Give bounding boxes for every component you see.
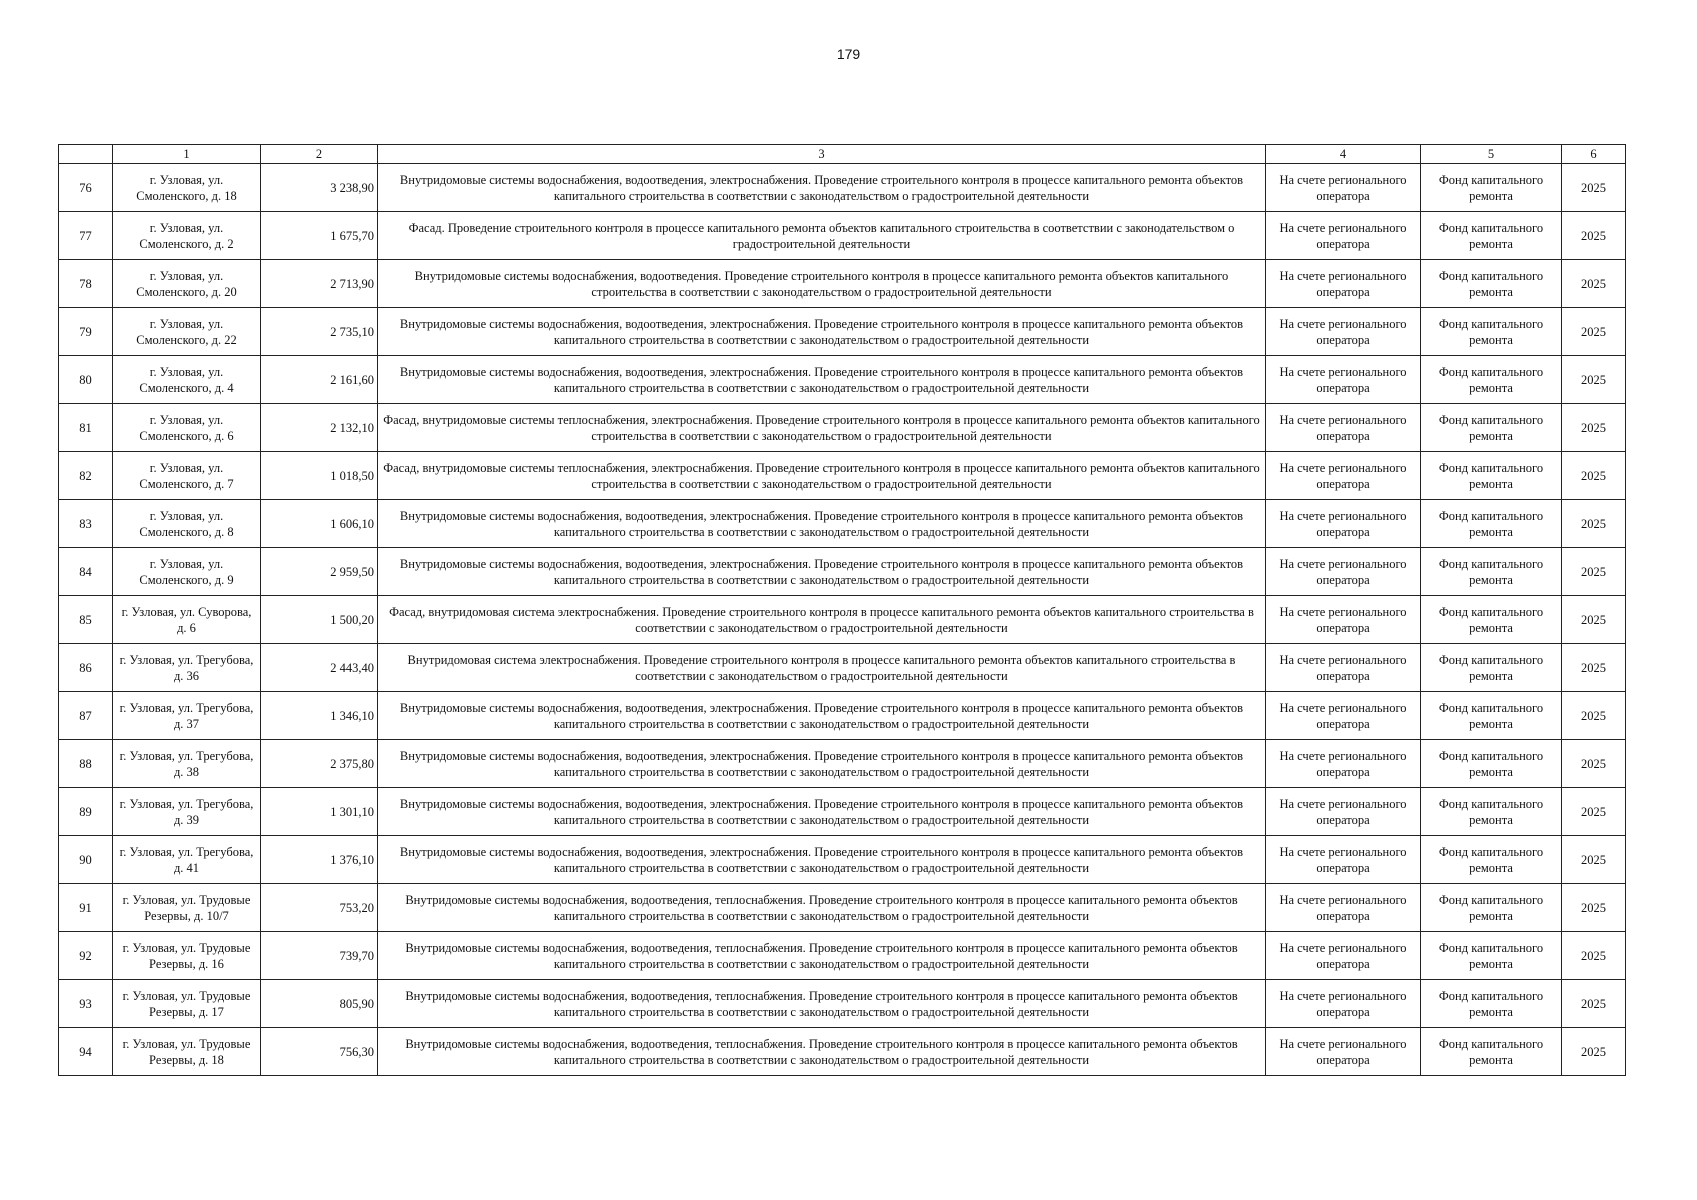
year-cell: 2025 <box>1562 452 1626 500</box>
column-header: 2 <box>261 145 378 164</box>
year-cell: 2025 <box>1562 308 1626 356</box>
row-number: 89 <box>59 788 113 836</box>
row-number: 91 <box>59 884 113 932</box>
funding-source-cell: Фонд капитального ремонта <box>1421 212 1562 260</box>
table-row <box>59 1028 1626 1076</box>
table-row <box>59 740 1626 788</box>
funding-source-cell: Фонд капитального ремонта <box>1421 356 1562 404</box>
column-header: 3 <box>378 145 1266 164</box>
area-cell: 739,70 <box>261 932 378 980</box>
area-cell: 1 500,20 <box>261 596 378 644</box>
account-method-cell: На счете регионального оператора <box>1266 260 1421 308</box>
address-cell: г. Узловая, ул. Трегубова, д. 41 <box>113 836 261 884</box>
address-cell: г. Узловая, ул. Смоленского, д. 2 <box>113 212 261 260</box>
funding-source-cell: Фонд капитального ремонта <box>1421 692 1562 740</box>
column-header <box>59 145 113 164</box>
year-cell: 2025 <box>1562 212 1626 260</box>
column-header: 5 <box>1421 145 1562 164</box>
account-method-cell: На счете регионального оператора <box>1266 500 1421 548</box>
column-header: 6 <box>1562 145 1626 164</box>
table-row <box>59 308 1626 356</box>
capital-repair-table <box>58 144 1626 1076</box>
row-number: 79 <box>59 308 113 356</box>
table-row <box>59 692 1626 740</box>
address-cell: г. Узловая, ул. Смоленского, д. 6 <box>113 404 261 452</box>
area-cell: 756,30 <box>261 1028 378 1076</box>
account-method-cell: На счете регионального оператора <box>1266 164 1421 212</box>
work-description-cell: Внутридомовые системы водоснабжения, водоотведения, теплоснабжения. Проведение строительного контроля в процессе капитального ремонта объектов капитального строительства в соответствии с законодательством о градостроительной деятельности <box>378 980 1266 1028</box>
area-cell: 2 375,80 <box>261 740 378 788</box>
row-number: 88 <box>59 740 113 788</box>
work-description-cell: Внутридомовые системы водоснабжения, водоотведения. Проведение строительного контроля в процессе капитального ремонта объектов капитального строительства в соответствии с законодательством о градостроительной деятельности <box>378 260 1266 308</box>
area-cell: 1 376,10 <box>261 836 378 884</box>
row-number: 87 <box>59 692 113 740</box>
table-row <box>59 932 1626 980</box>
account-method-cell: На счете регионального оператора <box>1266 1028 1421 1076</box>
area-cell: 2 959,50 <box>261 548 378 596</box>
area-cell: 2 132,10 <box>261 404 378 452</box>
area-cell: 1 301,10 <box>261 788 378 836</box>
funding-source-cell: Фонд капитального ремонта <box>1421 308 1562 356</box>
work-description-cell: Внутридомовые системы водоснабжения, водоотведения, электроснабжения. Проведение строительного контроля в процессе капитального ремонта объектов капитального строительства в соответствии с законодательством о градостроительной деятельности <box>378 308 1266 356</box>
account-method-cell: На счете регионального оператора <box>1266 548 1421 596</box>
column-header: 4 <box>1266 145 1421 164</box>
row-number: 84 <box>59 548 113 596</box>
account-method-cell: На счете регионального оператора <box>1266 740 1421 788</box>
table-row <box>59 260 1626 308</box>
row-number: 94 <box>59 1028 113 1076</box>
row-number: 86 <box>59 644 113 692</box>
year-cell: 2025 <box>1562 980 1626 1028</box>
address-cell: г. Узловая, ул. Смоленского, д. 20 <box>113 260 261 308</box>
account-method-cell: На счете регионального оператора <box>1266 212 1421 260</box>
funding-source-cell: Фонд капитального ремонта <box>1421 164 1562 212</box>
work-description-cell: Внутридомовые системы водоснабжения, водоотведения, электроснабжения. Проведение строительного контроля в процессе капитального ремонта объектов капитального строительства в соответствии с законодательством о градостроительной деятельности <box>378 692 1266 740</box>
table-body <box>59 164 1626 1076</box>
table-row <box>59 356 1626 404</box>
work-description-cell: Внутридомовые системы водоснабжения, водоотведения, теплоснабжения. Проведение строительного контроля в процессе капитального ремонта объектов капитального строительства в соответствии с законодательством о градостроительной деятельности <box>378 1028 1266 1076</box>
address-cell: г. Узловая, ул. Трегубова, д. 39 <box>113 788 261 836</box>
area-cell: 805,90 <box>261 980 378 1028</box>
table-row <box>59 980 1626 1028</box>
account-method-cell: На счете регионального оператора <box>1266 932 1421 980</box>
account-method-cell: На счете регионального оператора <box>1266 308 1421 356</box>
area-cell: 3 238,90 <box>261 164 378 212</box>
address-cell: г. Узловая, ул. Трудовые Резервы, д. 10/7 <box>113 884 261 932</box>
work-description-cell: Фасад, внутридомовая система электроснабжения. Проведение строительного контроля в процессе капитального ремонта объектов капитального строительства в соответствии с законодательством о градостроительной деятельности <box>378 596 1266 644</box>
table-row <box>59 548 1626 596</box>
address-cell: г. Узловая, ул. Смоленского, д. 8 <box>113 500 261 548</box>
year-cell: 2025 <box>1562 884 1626 932</box>
funding-source-cell: Фонд капитального ремонта <box>1421 980 1562 1028</box>
work-description-cell: Фасад, внутридомовые системы теплоснабжения, электроснабжения. Проведение строительного контроля в процессе капитального ремонта объектов капитального строительства в соответствии с законодательством о градостроительной деятельности <box>378 404 1266 452</box>
row-number: 76 <box>59 164 113 212</box>
year-cell: 2025 <box>1562 644 1626 692</box>
account-method-cell: На счете регионального оператора <box>1266 452 1421 500</box>
table-row <box>59 452 1626 500</box>
row-number: 81 <box>59 404 113 452</box>
work-description-cell: Внутридомовые системы водоснабжения, водоотведения, электроснабжения. Проведение строительного контроля в процессе капитального ремонта объектов капитального строительства в соответствии с законодательством о градостроительной деятельности <box>378 164 1266 212</box>
account-method-cell: На счете регионального оператора <box>1266 692 1421 740</box>
funding-source-cell: Фонд капитального ремонта <box>1421 404 1562 452</box>
address-cell: г. Узловая, ул. Трегубова, д. 36 <box>113 644 261 692</box>
funding-source-cell: Фонд капитального ремонта <box>1421 596 1562 644</box>
table-row <box>59 884 1626 932</box>
year-cell: 2025 <box>1562 500 1626 548</box>
area-cell: 1 675,70 <box>261 212 378 260</box>
funding-source-cell: Фонд капитального ремонта <box>1421 644 1562 692</box>
row-number: 80 <box>59 356 113 404</box>
address-cell: г. Узловая, ул. Трегубова, д. 37 <box>113 692 261 740</box>
row-number: 83 <box>59 500 113 548</box>
work-description-cell: Внутридомовая система электроснабжения. Проведение строительного контроля в процессе капитального ремонта объектов капитального строительства в соответствии с законодательством о градостроительной деятельности <box>378 644 1266 692</box>
table-row <box>59 212 1626 260</box>
table-row <box>59 596 1626 644</box>
area-cell: 2 713,90 <box>261 260 378 308</box>
year-cell: 2025 <box>1562 260 1626 308</box>
address-cell: г. Узловая, ул. Трудовые Резервы, д. 18 <box>113 1028 261 1076</box>
account-method-cell: На счете регионального оператора <box>1266 644 1421 692</box>
funding-source-cell: Фонд капитального ремонта <box>1421 740 1562 788</box>
work-description-cell: Внутридомовые системы водоснабжения, водоотведения, электроснабжения. Проведение строительного контроля в процессе капитального ремонта объектов капитального строительства в соответствии с законодательством о градостроительной деятельности <box>378 740 1266 788</box>
work-description-cell: Внутридомовые системы водоснабжения, водоотведения, электроснабжения. Проведение строительного контроля в процессе капитального ремонта объектов капитального строительства в соответствии с законодательством о градостроительной деятельности <box>378 356 1266 404</box>
area-cell: 1 606,10 <box>261 500 378 548</box>
work-description-cell: Внутридомовые системы водоснабжения, водоотведения, теплоснабжения. Проведение строительного контроля в процессе капитального ремонта объектов капитального строительства в соответствии с законодательством о градостроительной деятельности <box>378 884 1266 932</box>
funding-source-cell: Фонд капитального ремонта <box>1421 884 1562 932</box>
year-cell: 2025 <box>1562 932 1626 980</box>
address-cell: г. Узловая, ул. Смоленского, д. 18 <box>113 164 261 212</box>
year-cell: 2025 <box>1562 164 1626 212</box>
area-cell: 1 346,10 <box>261 692 378 740</box>
account-method-cell: На счете регионального оператора <box>1266 980 1421 1028</box>
year-cell: 2025 <box>1562 404 1626 452</box>
address-cell: г. Узловая, ул. Смоленского, д. 22 <box>113 308 261 356</box>
year-cell: 2025 <box>1562 740 1626 788</box>
work-description-cell: Внутридомовые системы водоснабжения, водоотведения, электроснабжения. Проведение строительного контроля в процессе капитального ремонта объектов капитального строительства в соответствии с законодательством о градостроительной деятельности <box>378 500 1266 548</box>
column-header: 1 <box>113 145 261 164</box>
account-method-cell: На счете регионального оператора <box>1266 404 1421 452</box>
year-cell: 2025 <box>1562 692 1626 740</box>
area-cell: 753,20 <box>261 884 378 932</box>
account-method-cell: На счете регионального оператора <box>1266 596 1421 644</box>
table-row <box>59 644 1626 692</box>
year-cell: 2025 <box>1562 1028 1626 1076</box>
work-description-cell: Внутридомовые системы водоснабжения, водоотведения, электроснабжения. Проведение строительного контроля в процессе капитального ремонта объектов капитального строительства в соответствии с законодательством о градостроительной деятельности <box>378 788 1266 836</box>
area-cell: 1 018,50 <box>261 452 378 500</box>
row-number: 78 <box>59 260 113 308</box>
year-cell: 2025 <box>1562 788 1626 836</box>
work-description-cell: Внутридомовые системы водоснабжения, водоотведения, теплоснабжения. Проведение строительного контроля в процессе капитального ремонта объектов капитального строительства в соответствии с законодательством о градостроительной деятельности <box>378 932 1266 980</box>
address-cell: г. Узловая, ул. Трегубова, д. 38 <box>113 740 261 788</box>
area-cell: 2 735,10 <box>261 308 378 356</box>
year-cell: 2025 <box>1562 356 1626 404</box>
account-method-cell: На счете регионального оператора <box>1266 836 1421 884</box>
address-cell: г. Узловая, ул. Трудовые Резервы, д. 16 <box>113 932 261 980</box>
year-cell: 2025 <box>1562 548 1626 596</box>
account-method-cell: На счете регионального оператора <box>1266 788 1421 836</box>
area-cell: 2 443,40 <box>261 644 378 692</box>
year-cell: 2025 <box>1562 836 1626 884</box>
funding-source-cell: Фонд капитального ремонта <box>1421 548 1562 596</box>
funding-source-cell: Фонд капитального ремонта <box>1421 452 1562 500</box>
work-description-cell: Внутридомовые системы водоснабжения, водоотведения, электроснабжения. Проведение строительного контроля в процессе капитального ремонта объектов капитального строительства в соответствии с законодательством о градостроительной деятельности <box>378 836 1266 884</box>
funding-source-cell: Фонд капитального ремонта <box>1421 932 1562 980</box>
address-cell: г. Узловая, ул. Суворова, д. 6 <box>113 596 261 644</box>
work-description-cell: Внутридомовые системы водоснабжения, водоотведения, электроснабжения. Проведение строительного контроля в процессе капитального ремонта объектов капитального строительства в соответствии с законодательством о градостроительной деятельности <box>378 548 1266 596</box>
funding-source-cell: Фонд капитального ремонта <box>1421 500 1562 548</box>
address-cell: г. Узловая, ул. Смоленского, д. 7 <box>113 452 261 500</box>
account-method-cell: На счете регионального оператора <box>1266 884 1421 932</box>
table-row <box>59 788 1626 836</box>
row-number: 93 <box>59 980 113 1028</box>
column-number-row <box>59 145 1626 164</box>
row-number: 92 <box>59 932 113 980</box>
table-row <box>59 404 1626 452</box>
row-number: 85 <box>59 596 113 644</box>
row-number: 90 <box>59 836 113 884</box>
funding-source-cell: Фонд капитального ремонта <box>1421 260 1562 308</box>
work-description-cell: Фасад, внутридомовые системы теплоснабжения, электроснабжения. Проведение строительного контроля в процессе капитального ремонта объектов капитального строительства в соответствии с законодательством о градостроительной деятельности <box>378 452 1266 500</box>
row-number: 82 <box>59 452 113 500</box>
page-number: 179 <box>836 46 861 62</box>
funding-source-cell: Фонд капитального ремонта <box>1421 836 1562 884</box>
address-cell: г. Узловая, ул. Трудовые Резервы, д. 17 <box>113 980 261 1028</box>
address-cell: г. Узловая, ул. Смоленского, д. 9 <box>113 548 261 596</box>
funding-source-cell: Фонд капитального ремонта <box>1421 788 1562 836</box>
area-cell: 2 161,60 <box>261 356 378 404</box>
address-cell: г. Узловая, ул. Смоленского, д. 4 <box>113 356 261 404</box>
work-description-cell: Фасад. Проведение строительного контроля в процессе капитального ремонта объектов капитального строительства в соответствии с законодательством о градостроительной деятельности <box>378 212 1266 260</box>
funding-source-cell: Фонд капитального ремонта <box>1421 1028 1562 1076</box>
table-row <box>59 164 1626 212</box>
year-cell: 2025 <box>1562 596 1626 644</box>
row-number: 77 <box>59 212 113 260</box>
account-method-cell: На счете регионального оператора <box>1266 356 1421 404</box>
table-row <box>59 500 1626 548</box>
table-row <box>59 836 1626 884</box>
